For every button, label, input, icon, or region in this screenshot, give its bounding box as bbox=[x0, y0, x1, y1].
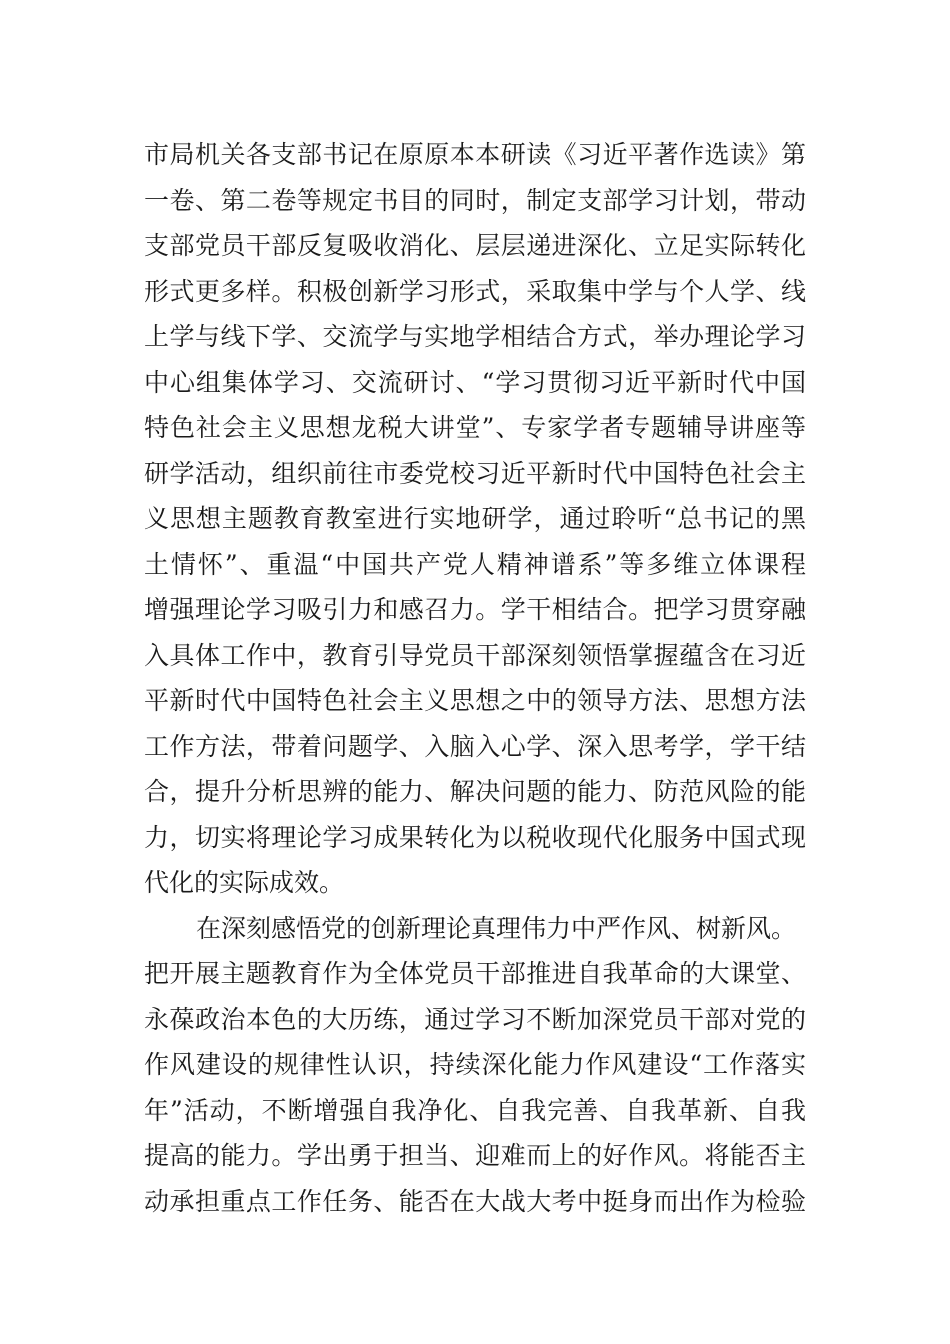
document-body bbox=[144, 132, 806, 1224]
text-line: 形式更多样。积极创新学习形式，采取集中学与个人学、线 bbox=[144, 276, 806, 306]
text-line: 力，切实将理论学习成果转化为以税收现代化服务中国式现 bbox=[144, 822, 806, 852]
text-line: 代化的实际成效。 bbox=[144, 868, 345, 897]
text-line: 工作方法，带着问题学、入脑入心学、深入思考学，学干结 bbox=[144, 731, 806, 761]
paragraph-2 bbox=[144, 906, 806, 1225]
text-line: 义思想主题教育教室进行实地研学，通过聆听“总书记的黑 bbox=[144, 504, 806, 533]
paragraph-1 bbox=[144, 132, 806, 906]
text-line: 支部党员干部反复吸收消化、层层递进深化、立足实际转化 bbox=[144, 231, 806, 260]
text-line: 在深刻感悟党的创新理论真理伟力中严作风、树新风。 bbox=[196, 913, 797, 943]
text-line: 研学活动，组织前往市委党校习近平新时代中国特色社会主 bbox=[144, 458, 806, 488]
text-line: 土情怀”、重温“中国共产党人精神谱系”等多维立体课程 bbox=[144, 549, 806, 579]
text-line: 平新时代中国特色社会主义思想之中的领导方法、思想方法 bbox=[144, 686, 806, 715]
text-line: 一卷、第二卷等规定书目的同时，制定支部学习计划，带动 bbox=[144, 185, 806, 215]
text-line: 提高的能力。学出勇于担当、迎难而上的好作风。将能否主 bbox=[144, 1141, 806, 1170]
text-line: 动承担重点工作任务、能否在大战大考中挺身而出作为检验 bbox=[144, 1186, 806, 1216]
text-line: 入具体工作中，教育引导党员干部深刻领悟掌握蕴含在习近 bbox=[144, 640, 806, 670]
text-line: 年”活动，不断增强自我净化、自我完善、自我革新、自我 bbox=[144, 1095, 806, 1125]
text-line: 特色社会主义思想龙税大讲堂”、专家学者专题辅导讲座等 bbox=[144, 413, 806, 442]
text-line: 增强理论学习吸引力和感召力。学干相结合。把学习贯穿融 bbox=[144, 595, 806, 624]
text-line: 作风建设的规律性认识，持续深化能力作风建设“工作落实 bbox=[144, 1050, 806, 1079]
text-line: 把开展主题教育作为全体党员干部推进自我革命的大课堂、 bbox=[144, 959, 806, 988]
text-line: 中心组集体学习、交流研讨、“学习贯彻习近平新时代中国 bbox=[144, 367, 806, 397]
text-line: 上学与线下学、交流学与实地学相结合方式，举办理论学习 bbox=[144, 322, 806, 351]
text-line: 市局机关各支部书记在原原本本研读《习近平著作选读》第 bbox=[144, 140, 806, 169]
text-line: 永葆政治本色的大历练，通过学习不断加深党员干部对党的 bbox=[144, 1004, 806, 1034]
text-line: 合，提升分析思辨的能力、解决问题的能力、防范风险的能 bbox=[144, 777, 806, 806]
